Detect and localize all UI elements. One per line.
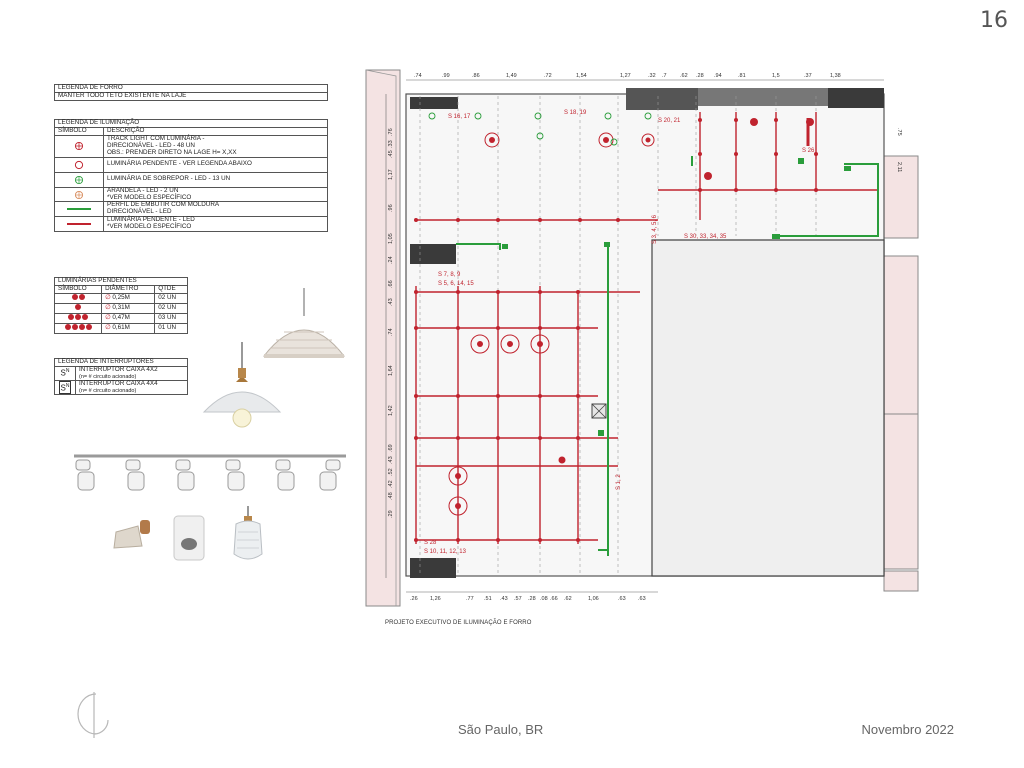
svg-text:.45: .45: [388, 150, 394, 158]
svg-text:.66: .66: [550, 596, 558, 602]
diameter-icon: ∅: [105, 313, 111, 321]
svg-text:1,17: 1,17: [388, 169, 394, 180]
svg-text:.69: .69: [388, 444, 394, 452]
green-line-symbol: [55, 202, 104, 217]
svg-text:1,42: 1,42: [388, 405, 394, 416]
plan-caption: PROJETO EXECUTIVO DE ILUMINAÇÃO E FORRO: [385, 620, 532, 626]
svg-text:.37: .37: [804, 73, 812, 79]
sconce-image: [114, 520, 150, 548]
footer-location: São Paulo, BR: [458, 722, 544, 737]
svg-text:1,5: 1,5: [772, 73, 780, 79]
pendant-dots: [55, 293, 102, 303]
svg-text:.52: .52: [388, 468, 394, 476]
page-number: 16: [980, 8, 1008, 33]
svg-text:.51: .51: [484, 596, 492, 602]
pendant-row: ∅ 0,31M 02 UN: [55, 303, 188, 313]
legend-forro-table: [54, 84, 328, 101]
legend-desc-surface: LUMINÁRIA DE SOBREPOR - LED - 13 UN: [104, 172, 328, 187]
svg-text:.76: .76: [388, 128, 394, 136]
legend-interruptores-table: [54, 358, 188, 395]
svg-text:.57: .57: [514, 596, 522, 602]
diameter-icon: ∅: [105, 293, 111, 301]
svg-text:.62: .62: [680, 73, 688, 79]
footer-date: Novembro 2022: [861, 722, 954, 737]
svg-text:.29: .29: [388, 510, 394, 518]
pendant-dots: [55, 313, 102, 323]
svg-text:.43: .43: [388, 298, 394, 306]
svg-text:.62: .62: [564, 596, 572, 602]
switch-label: S 10, 11, 12, 13: [424, 549, 466, 555]
svg-text:.75: .75: [896, 128, 902, 136]
switch-label: S 20, 21: [658, 118, 681, 124]
svg-text:1,27: 1,27: [620, 73, 631, 79]
legend-interruptores-title: LEGENDA DE INTERRUPTORES: [55, 359, 188, 367]
legend-pendentes-title: LUMINÁRIAS PENDENTES: [55, 278, 188, 286]
switch-label: S 26: [802, 148, 815, 154]
svg-text:.08: .08: [540, 596, 548, 602]
svg-text:.66: .66: [388, 280, 394, 288]
svg-text:.7: .7: [662, 73, 667, 79]
svg-text:.86: .86: [472, 73, 480, 79]
legend-col-desc: DESCRIÇÃO: [104, 127, 328, 135]
pend-col-symbol: SÍMBOLO: [55, 285, 102, 293]
switch-4x4-desc: INTERRUPTOR CAIXA 4X4 (n= # circuito acionado): [76, 380, 188, 394]
svg-text:.74: .74: [388, 328, 394, 336]
pendant-row: ∅ 0,47M 03 UN: [55, 313, 188, 323]
switch-label: S 28: [424, 540, 437, 546]
switch-label: S 1, 2: [616, 474, 622, 490]
switch-4x4-symbol: $S^N$: [55, 380, 76, 394]
svg-text:.63: .63: [638, 596, 646, 602]
pend-col-diameter: DIÂMETRO: [102, 285, 155, 293]
legend-iluminacao-title: LEGENDA DE ILUMINAÇÃO: [55, 120, 328, 128]
surface-light-symbol: [55, 172, 104, 187]
switch-4x2-symbol: $S^N$: [55, 366, 76, 380]
switch-4x2-desc: INTERRUPTOR CAIXA 4X2 (n= # circuito acionado): [76, 366, 188, 380]
diameter-icon: ∅: [105, 303, 111, 311]
svg-text:1,54: 1,54: [576, 73, 587, 79]
svg-text:.63: .63: [618, 596, 626, 602]
legend-desc-pendant: LUMINÁRIA PENDENTE - VER LEGENDA ABAIXO: [104, 157, 328, 172]
lighting-floor-plan: [358, 66, 960, 610]
pendant-row: ∅ 0,25M 02 UN: [55, 293, 188, 303]
svg-text:.24: .24: [388, 256, 394, 264]
svg-text:.99: .99: [442, 73, 450, 79]
red-line-symbol: [55, 217, 104, 232]
switch-label: S 30, 33, 34, 35: [684, 234, 727, 240]
svg-text:.42: .42: [388, 480, 394, 488]
legend-desc-red-line: LUMINÁRIA PENDENTE - LED *VER MODELO ESPECÍFICO: [104, 217, 328, 232]
switch-label: S 18, 19: [564, 110, 587, 116]
svg-text:.43: .43: [388, 456, 394, 464]
pendant-illustrations: [200, 286, 350, 436]
svg-text:.33: .33: [388, 140, 394, 148]
small-glass-pendant-image: [234, 506, 262, 559]
diameter-icon: ∅: [105, 323, 111, 331]
svg-text:.26: .26: [410, 596, 418, 602]
svg-text:1,49: 1,49: [506, 73, 517, 79]
track-light-symbol: [55, 135, 104, 157]
svg-text:.28: .28: [528, 596, 536, 602]
dome-pendant-image: [264, 288, 344, 358]
svg-text:.72: .72: [544, 73, 552, 79]
brand-logo: [68, 690, 114, 740]
legend-forro-row: MANTER TODO TETO EXISTENTE NA LAJE: [55, 92, 328, 100]
sconce-symbol: [55, 187, 104, 202]
pendant-dots: [55, 303, 102, 313]
pend-col-qty: QTDE: [155, 285, 188, 293]
svg-text:.81: .81: [738, 73, 746, 79]
legend-desc-sconce: ARANDELA - LED - 2 UN *VER MODELO ESPECÍFICO: [104, 187, 328, 202]
downlight-image: [174, 516, 204, 560]
svg-text:1,06: 1,06: [588, 596, 599, 602]
svg-text:2,11: 2,11: [896, 162, 902, 173]
svg-text:1,26: 1,26: [430, 596, 441, 602]
legend-iluminacao-table: [54, 119, 328, 232]
legend-forro-title: LEGENDA DE FORRO: [55, 85, 328, 93]
svg-text:.48: .48: [388, 492, 394, 500]
svg-text:.77: .77: [466, 596, 474, 602]
legend-pendentes-table: [54, 277, 188, 334]
svg-text:.74: .74: [414, 73, 422, 79]
svg-text:.32: .32: [648, 73, 656, 79]
svg-text:1,05: 1,05: [388, 233, 394, 244]
legend-desc-track-light: TRACK LIGHT COM LUMINÁRIA - DIRECIONÁVEL - LED - 48 UN OBS.: PRENDER DIRETO NA LAGE H= X,XX: [104, 135, 328, 157]
switch-label: S 16, 17: [448, 114, 471, 120]
pendant-symbol: [55, 157, 104, 172]
legend-col-symbol: SÍMBOLO: [55, 127, 104, 135]
switch-label: S 3, 4, 5, 6: [652, 214, 658, 244]
svg-text:.94: .94: [714, 73, 722, 79]
svg-text:.43: .43: [500, 596, 508, 602]
pendant-row: ∅ 0,61M 01 UN: [55, 323, 188, 333]
track-light-image: [72, 452, 348, 498]
legend-desc-green-line: PERFIL DE EMBUTIR COM MOLDURA DIRECIONÁVEL - LED: [104, 202, 328, 217]
svg-text:.96: .96: [388, 204, 394, 212]
switch-label: S 5, 6, 14, 15: [438, 281, 474, 287]
pendant-dots: [55, 323, 102, 333]
switch-label: S 7, 8, 9: [438, 272, 461, 278]
svg-text:1,64: 1,64: [388, 365, 394, 376]
fixture-illustrations: [108, 506, 278, 568]
svg-text:.28: .28: [696, 73, 704, 79]
svg-text:1,38: 1,38: [830, 73, 841, 79]
